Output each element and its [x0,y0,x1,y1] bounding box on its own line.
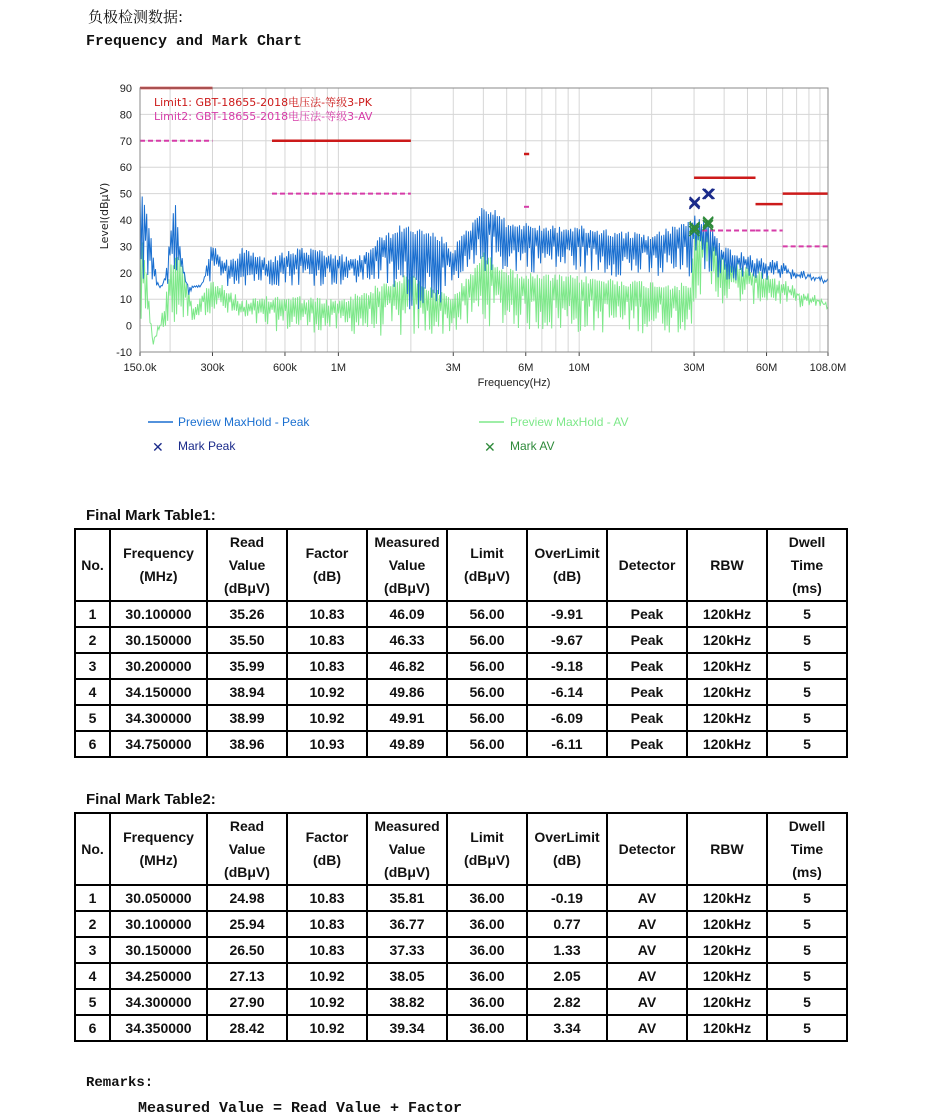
chart-heading: Frequency and Mark Chart [86,33,303,50]
header-rbw: RBW [687,529,767,601]
cell-overlimit: -9.18 [527,653,607,679]
cell-rbw: 120kHz [687,653,767,679]
cell-limit: 36.00 [447,1015,527,1041]
cell-measured: 37.33 [367,937,447,963]
cell-frequency: 30.200000 [110,653,207,679]
cell-detector: Peak [607,627,687,653]
y-tick-label: 80 [119,109,132,122]
cell-limit: 56.00 [447,601,527,627]
cell-dwell: 5 [767,885,847,911]
cell-factor: 10.92 [287,963,367,989]
cell-no: 3 [75,937,110,963]
y-tick-label: 40 [119,215,132,227]
cell-overlimit: 1.33 [527,937,607,963]
header-measured: Measured Value (dBμV) [367,529,447,601]
cell-overlimit: -9.67 [527,627,607,653]
y-tick-label: 30 [119,241,132,254]
legend-mark-peak-icon: ✕ [152,440,164,456]
x-tick-label: 108.0M [809,362,847,374]
cell-detector: Peak [607,601,687,627]
y-tick-label: 0 [125,320,132,333]
cell-frequency: 34.350000 [110,1015,207,1041]
cell-detector: AV [607,911,687,937]
cell-overlimit: -6.14 [527,679,607,705]
header-read: Read Value (dBμV) [207,813,287,885]
y-tick-label: 10 [119,294,132,307]
cell-detector: AV [607,989,687,1015]
x-axis-label: Frequency(Hz) [477,377,551,389]
limit2-label: Limit2: GBT-18655-2018电压法-等级3-AV [154,110,373,123]
cell-no: 2 [75,911,110,937]
cell-read: 24.98 [207,885,287,911]
y-tick-label: 90 [119,83,132,95]
cell-overlimit: 2.05 [527,963,607,989]
cell-limit: 36.00 [447,911,527,937]
table-row [75,653,847,679]
cell-limit: 36.00 [447,963,527,989]
cell-factor: 10.83 [287,601,367,627]
cell-factor: 10.83 [287,627,367,653]
cell-detector: AV [607,937,687,963]
legend-av-label: Preview MaxHold - AV [510,415,629,429]
cell-read: 35.50 [207,627,287,653]
cell-no: 6 [75,1015,110,1041]
cell-dwell: 5 [767,679,847,705]
cell-frequency: 30.050000 [110,885,207,911]
y-tick-label: 70 [119,135,132,148]
cell-dwell: 5 [767,1015,847,1041]
cell-overlimit: 2.82 [527,989,607,1015]
table-row [75,679,847,705]
cell-no: 1 [75,601,110,627]
cell-rbw: 120kHz [687,937,767,963]
x-tick-label: 60M [755,362,778,374]
cell-detector: AV [607,963,687,989]
cell-overlimit: 3.34 [527,1015,607,1041]
header-no: No. [75,529,110,601]
cell-frequency: 34.250000 [110,963,207,989]
y-tick-label: 50 [119,188,132,201]
cell-frequency: 34.150000 [110,679,207,705]
legend-mark-av-label: Mark AV [510,439,555,453]
table-row [75,601,847,627]
legend [148,415,628,456]
cell-detector: Peak [607,705,687,731]
header-overlimit: OverLimit (dB) [527,529,607,601]
final-mark-table-1 [74,528,848,758]
cell-dwell: 5 [767,989,847,1015]
cell-factor: 10.92 [287,989,367,1015]
cell-overlimit: -6.11 [527,731,607,757]
header-read: Read Value (dBμV) [207,529,287,601]
cell-factor: 10.83 [287,937,367,963]
legend-mark-av-icon: ✕ [484,440,496,456]
final-mark-table-2 [74,812,848,1042]
remarks-text: Measured Value = Read Value + Factor [138,1100,463,1117]
table-row [75,885,847,911]
cell-detector: AV [607,1015,687,1041]
cell-measured: 38.82 [367,989,447,1015]
cell-dwell: 5 [767,705,847,731]
cell-rbw: 120kHz [687,731,767,757]
y-tick-label: 20 [119,267,132,280]
cell-factor: 10.83 [287,653,367,679]
cell-measured: 39.34 [367,1015,447,1041]
header-dwell: Dwell Time (ms) [767,529,847,601]
x-tick-label: 150.0k [123,362,157,374]
cell-measured: 49.86 [367,679,447,705]
cell-dwell: 5 [767,963,847,989]
table-row [75,731,847,757]
cell-measured: 35.81 [367,885,447,911]
cell-measured: 36.77 [367,911,447,937]
cell-rbw: 120kHz [687,911,767,937]
cell-no: 4 [75,679,110,705]
cell-factor: 10.83 [287,911,367,937]
cell-dwell: 5 [767,937,847,963]
cell-read: 25.94 [207,911,287,937]
cell-no: 1 [75,885,110,911]
cell-rbw: 120kHz [687,705,767,731]
cell-overlimit: 0.77 [527,911,607,937]
cell-frequency: 34.300000 [110,989,207,1015]
cell-no: 5 [75,989,110,1015]
table-row [75,989,847,1015]
x-tick-label: 30M [683,362,705,374]
y-axis-label: Level(dBμV) [98,182,111,250]
cell-rbw: 120kHz [687,885,767,911]
table-row [75,705,847,731]
cell-measured: 49.91 [367,705,447,731]
cell-factor: 10.92 [287,705,367,731]
y-tick-label: -10 [116,347,132,359]
cell-limit: 56.00 [447,627,527,653]
cell-frequency: 34.300000 [110,705,207,731]
header-limit: Limit (dBμV) [447,529,527,601]
cell-factor: 10.92 [287,679,367,705]
cell-read: 38.96 [207,731,287,757]
cell-read: 35.26 [207,601,287,627]
cell-measured: 46.09 [367,601,447,627]
legend-mark-peak-label: Mark Peak [178,439,236,453]
cell-limit: 36.00 [447,989,527,1015]
cell-limit: 56.00 [447,731,527,757]
cell-detector: Peak [607,679,687,705]
table-row [75,937,847,963]
cell-rbw: 120kHz [687,989,767,1015]
table-row [75,911,847,937]
cell-frequency: 34.750000 [110,731,207,757]
cell-frequency: 30.100000 [110,911,207,937]
table1-title: Final Mark Table1: [86,507,216,524]
cell-dwell: 5 [767,731,847,757]
header-dwell: Dwell Time (ms) [767,813,847,885]
x-tick-label: 6M [518,362,534,374]
cell-limit: 56.00 [447,705,527,731]
cell-rbw: 120kHz [687,1015,767,1041]
header-measured: Measured Value (dBμV) [367,813,447,885]
cell-limit: 56.00 [447,653,527,679]
remarks-label: Remarks: [86,1075,154,1091]
frequency-mark-chart [0,70,952,470]
cell-no: 3 [75,653,110,679]
cell-no: 2 [75,627,110,653]
header-detector: Detector [607,813,687,885]
cell-read: 27.90 [207,989,287,1015]
cell-no: 6 [75,731,110,757]
x-tick-label: 10M [568,362,590,374]
cell-factor: 10.92 [287,1015,367,1041]
cell-limit: 36.00 [447,885,527,911]
cell-read: 26.50 [207,937,287,963]
cell-limit: 36.00 [447,937,527,963]
table-row [75,627,847,653]
cell-overlimit: -0.19 [527,885,607,911]
cell-no: 5 [75,705,110,731]
cell-rbw: 120kHz [687,963,767,989]
header-factor: Factor (dB) [287,813,367,885]
cell-detector: AV [607,885,687,911]
header-frequency: Frequency (MHz) [110,529,207,601]
cell-frequency: 30.150000 [110,627,207,653]
limit1-label: Limit1: GBT-18655-2018电压法-等级3-PK [154,96,372,109]
cell-read: 38.94 [207,679,287,705]
cell-limit: 56.00 [447,679,527,705]
cell-frequency: 30.100000 [110,601,207,627]
header-rbw: RBW [687,813,767,885]
header-overlimit: OverLimit (dB) [527,813,607,885]
cell-dwell: 5 [767,601,847,627]
cell-no: 4 [75,963,110,989]
cell-dwell: 5 [767,911,847,937]
cell-dwell: 5 [767,653,847,679]
cell-rbw: 120kHz [687,627,767,653]
cell-rbw: 120kHz [687,679,767,705]
cell-detector: Peak [607,653,687,679]
cell-rbw: 120kHz [687,601,767,627]
cell-factor: 10.83 [287,885,367,911]
header-detector: Detector [607,529,687,601]
header-frequency: Frequency (MHz) [110,813,207,885]
cell-overlimit: -6.09 [527,705,607,731]
legend-peak-label: Preview MaxHold - Peak [178,415,310,429]
cell-measured: 46.33 [367,627,447,653]
cell-read: 27.13 [207,963,287,989]
cell-read: 28.42 [207,1015,287,1041]
x-tick-label: 1M [330,362,347,374]
cell-read: 38.99 [207,705,287,731]
x-tick-label: 600k [273,362,297,374]
table-row [75,1015,847,1041]
x-tick-label: 300k [200,362,225,374]
cell-frequency: 30.150000 [110,937,207,963]
cell-factor: 10.93 [287,731,367,757]
header-limit: Limit (dBμV) [447,813,527,885]
header-factor: Factor (dB) [287,529,367,601]
header-no: No. [75,813,110,885]
x-tick-label: 3M [445,362,461,374]
section-label: 负极检测数据: [88,8,184,26]
cell-measured: 38.05 [367,963,447,989]
cell-detector: Peak [607,731,687,757]
y-tick-label: 60 [119,162,132,175]
table-row [75,963,847,989]
cell-measured: 49.89 [367,731,447,757]
cell-measured: 46.82 [367,653,447,679]
cell-overlimit: -9.91 [527,601,607,627]
cell-dwell: 5 [767,627,847,653]
cell-read: 35.99 [207,653,287,679]
table2-title: Final Mark Table2: [86,791,216,808]
